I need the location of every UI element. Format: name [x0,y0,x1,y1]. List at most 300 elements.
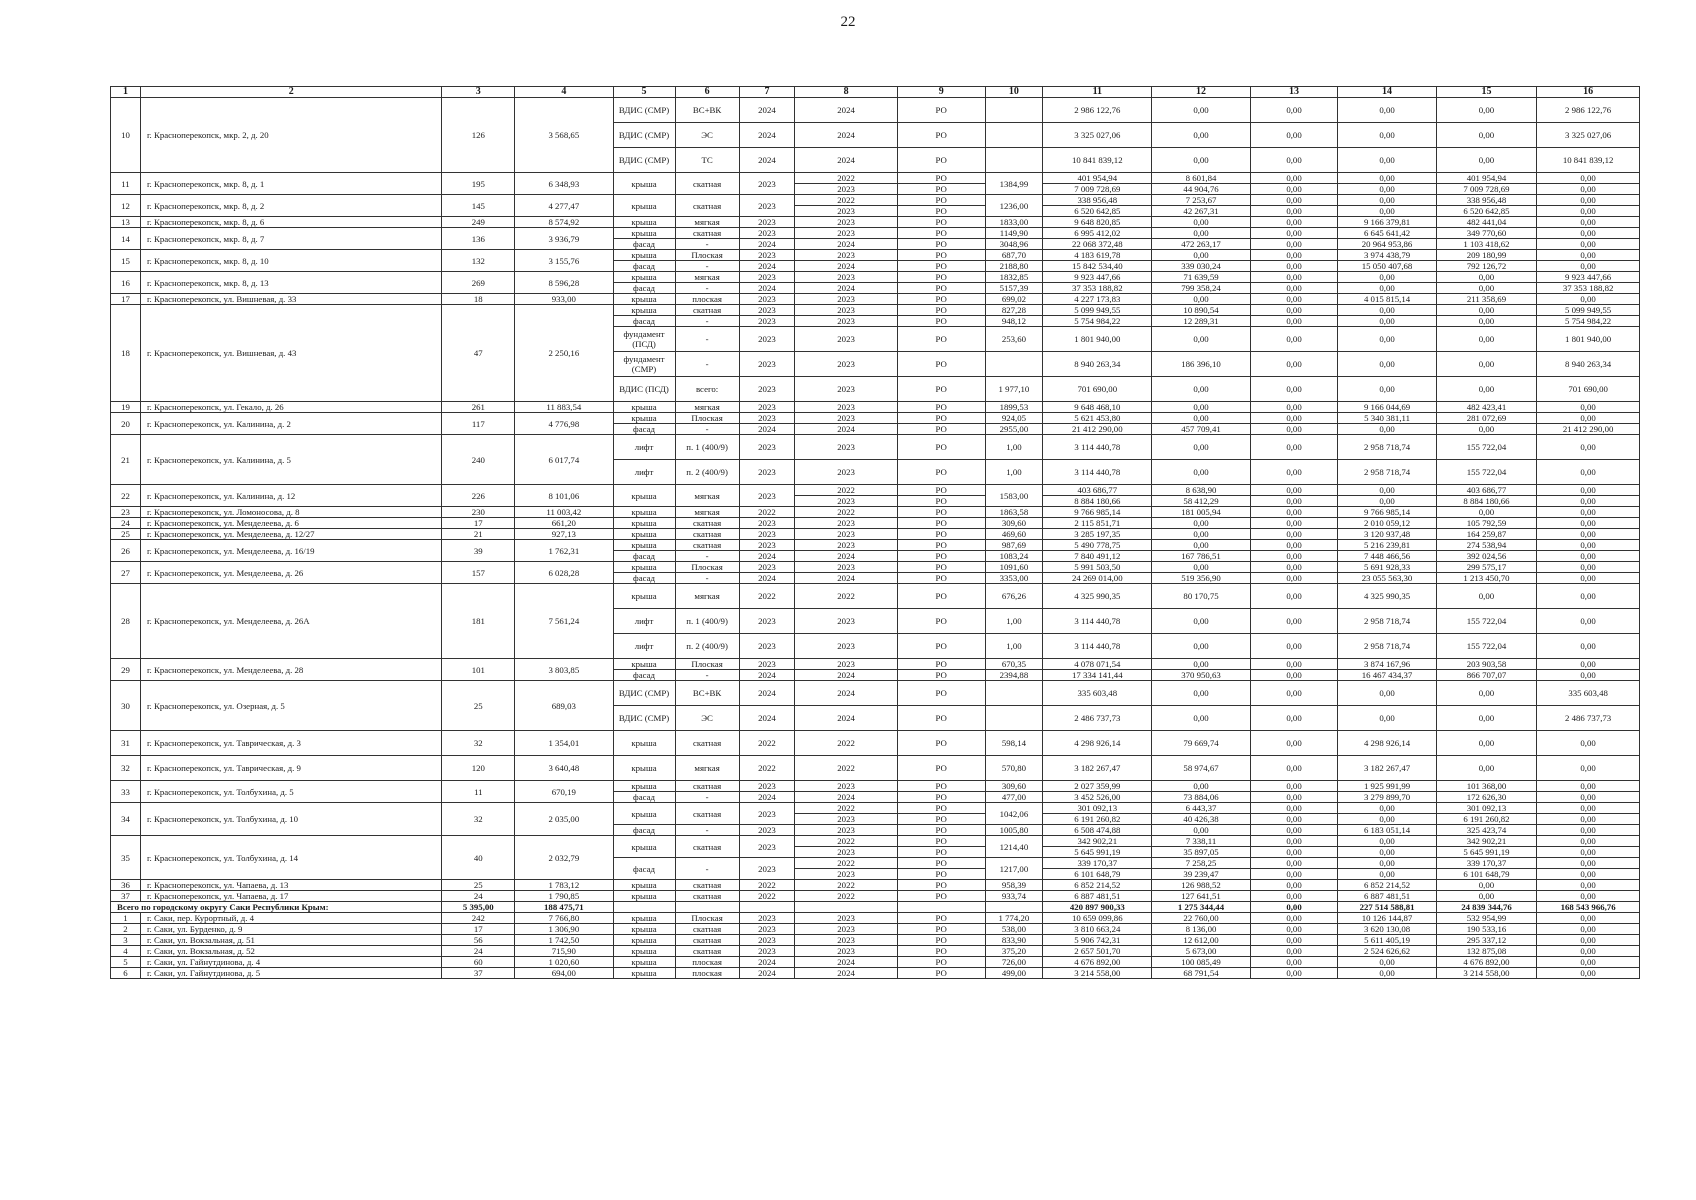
year-cell: 2022 [795,731,898,756]
table-cell: 5 673,00 [1152,946,1250,957]
row-number-cell: 20 [111,413,141,435]
work-type-cell: крыша [613,250,675,261]
row-number-cell: 27 [111,562,141,584]
amount-cell: 0,00 [1338,814,1436,825]
year-cell: 2024 [739,792,795,803]
amount-cell: 5 621 453,80 [1043,413,1152,424]
volume-cell: 1005,80 [985,825,1043,836]
amount-cell: 8 884 180,66 [1436,496,1537,507]
amount-cell: 0,00 [1152,123,1250,148]
table-cell: 2024 [795,957,898,968]
year-cell: 2024 [739,681,795,706]
year-cell: 2023 [739,272,795,283]
work-type-cell: лифт [613,435,675,460]
column-header-16: 16 [1537,87,1640,98]
method-cell: РО [897,261,985,272]
area-cell: 2 250,16 [515,305,613,402]
work-type-cell: ВДИС (СМР) [613,681,675,706]
amount-cell: 186 396,10 [1152,352,1250,377]
amount-cell: 7 009 728,69 [1436,184,1537,195]
row-number-cell: 19 [111,402,141,413]
residents-cell: 230 [442,507,515,518]
amount-cell: 0,00 [1250,551,1338,562]
amount-cell: 0,00 [1338,98,1436,123]
amount-cell: 342 902,21 [1043,836,1152,847]
amount-cell: 0,00 [1250,529,1338,540]
table-row [111,540,1640,551]
amount-cell: 457 709,41 [1152,424,1250,435]
amount-cell: 5 754 984,22 [1043,316,1152,327]
amount-cell: 3 114 440,78 [1043,435,1152,460]
volume-cell: 1,00 [985,634,1043,659]
amount-cell: 3 974 438,79 [1338,250,1436,261]
amount-cell: 0,00 [1338,283,1436,294]
work-type-cell: фасад [613,792,675,803]
table-cell: 0,00 [1338,957,1436,968]
table-cell: 17 [442,924,515,935]
year-cell: 2022 [739,507,795,518]
amount-cell: 0,00 [1436,731,1537,756]
amount-cell: 9 923 447,66 [1043,272,1152,283]
table-row [111,217,1640,228]
amount-cell: 7 253,67 [1152,195,1250,206]
amount-cell: 0,00 [1537,731,1640,756]
amount-cell: 0,00 [1537,825,1640,836]
row-number-cell: 1 [111,913,141,924]
amount-cell: 8 638,90 [1152,485,1250,496]
method-cell: РО [897,731,985,756]
work-subtype-cell: - [675,283,739,294]
amount-cell: 0,00 [1537,891,1640,902]
amount-cell: 3 114 440,78 [1043,634,1152,659]
year-cell: 2024 [739,123,795,148]
table-cell: крыша [613,935,675,946]
year-cell: 2024 [739,670,795,681]
amount-cell: 0,00 [1338,305,1436,316]
volume-cell: 1832,85 [985,272,1043,283]
method-cell: РО [897,573,985,584]
row-number-cell: 23 [111,507,141,518]
row-number-cell: 2 [111,924,141,935]
address-cell: г. Красноперекопск, ул. Менделеева, д. 6 [140,518,442,529]
volume-cell [985,98,1043,123]
residents-cell: 157 [442,562,515,584]
work-type-cell: лифт [613,609,675,634]
method-cell: РО [897,217,985,228]
amount-cell: 0,00 [1338,352,1436,377]
amount-cell: 71 639,59 [1152,272,1250,283]
amount-cell: 73 884,06 [1152,792,1250,803]
amount-cell: 5 216 239,81 [1338,540,1436,551]
year-cell: 2022 [795,507,898,518]
row-number-cell: 3 [111,935,141,946]
work-subtype-cell: п. 2 (400/9) [675,460,739,485]
method-cell: РО [897,402,985,413]
amount-cell: 79 669,74 [1152,731,1250,756]
year-cell: 2023 [795,217,898,228]
amount-cell: 0,00 [1537,496,1640,507]
table-cell: 12 612,00 [1152,935,1250,946]
work-subtype-cell: - [675,573,739,584]
table-cell: 295 337,12 [1436,935,1537,946]
total-amount-cell: 420 897 900,33 [1043,902,1152,913]
table-cell: 24 [442,946,515,957]
amount-cell: 792 126,72 [1436,261,1537,272]
amount-cell: 0,00 [1436,327,1537,352]
amount-cell: 0,00 [1537,540,1640,551]
table-cell: 0,00 [1250,968,1338,979]
work-subtype-cell: - [675,424,739,435]
amount-cell: 0,00 [1338,836,1436,847]
volume-cell: 570,80 [985,756,1043,781]
amount-cell: 1 801 940,00 [1537,327,1640,352]
amount-cell: 9 648 820,85 [1043,217,1152,228]
amount-cell: 0,00 [1250,460,1338,485]
method-cell: РО [897,681,985,706]
table-cell: 100 085,49 [1152,957,1250,968]
table-cell: 0,00 [1338,968,1436,979]
empty-cell [897,902,985,913]
column-header-12: 12 [1152,87,1250,98]
amount-cell: 0,00 [1537,402,1640,413]
table-row [111,935,1640,946]
amount-cell: 0,00 [1537,847,1640,858]
amount-cell: 0,00 [1537,573,1640,584]
area-cell: 11 003,42 [515,507,613,518]
year-cell: 2022 [795,584,898,609]
amount-cell: 0,00 [1338,148,1436,173]
work-type-cell: крыша [613,756,675,781]
amount-cell: 0,00 [1152,781,1250,792]
address-cell: г. Красноперекопск, ул. Толбухина, д. 14 [140,836,442,880]
row-number-cell: 11 [111,173,141,195]
year-cell: 2023 [795,402,898,413]
table-cell: 2 524 626,62 [1338,946,1436,957]
method-cell: РО [897,184,985,195]
year-cell: 2024 [739,551,795,562]
residents-cell: 120 [442,756,515,781]
volume-cell: 5157,39 [985,283,1043,294]
table-row [111,781,1640,792]
work-subtype-cell: - [675,670,739,681]
volume-cell [985,706,1043,731]
table-cell: 0,00 [1250,946,1338,957]
row-number-cell: 28 [111,584,141,659]
amount-cell: 0,00 [1250,98,1338,123]
amount-cell: 0,00 [1537,584,1640,609]
amount-cell: 7 009 728,69 [1043,184,1152,195]
work-type-cell: крыша [613,540,675,551]
column-header-3: 3 [442,87,515,98]
work-subtype-cell: - [675,551,739,562]
method-cell: РО [897,609,985,634]
amount-cell: 0,00 [1436,424,1537,435]
amount-cell: 349 770,60 [1436,228,1537,239]
method-cell: РО [897,148,985,173]
year-cell: 2022 [795,485,898,496]
amount-cell: 401 954,94 [1436,173,1537,184]
volume-cell: 924,05 [985,413,1043,424]
year-cell: 2023 [739,435,795,460]
work-type-cell: крыша [613,803,675,825]
amount-cell: 4 298 926,14 [1043,731,1152,756]
amount-cell: 2 010 059,12 [1338,518,1436,529]
table-row [111,946,1640,957]
amount-cell: 21 412 290,00 [1537,424,1640,435]
year-cell: 2024 [795,681,898,706]
amount-cell: 0,00 [1537,413,1640,424]
amount-cell: 1 925 991,99 [1338,781,1436,792]
method-cell: РО [897,756,985,781]
work-type-cell: ВДИС (СМР) [613,123,675,148]
amount-cell: 0,00 [1537,781,1640,792]
area-cell: 3 155,76 [515,250,613,272]
amount-cell: 0,00 [1436,98,1537,123]
table-cell: 726,00 [985,957,1043,968]
volume-cell: 1042,06 [985,803,1043,825]
amount-cell: 0,00 [1338,377,1436,402]
work-subtype-cell: скатная [675,880,739,891]
amount-cell: 2 958 718,74 [1338,460,1436,485]
year-cell: 2023 [795,460,898,485]
row-number-cell: 35 [111,836,141,880]
amount-cell: 7 448 466,56 [1338,551,1436,562]
method-cell: РО [897,424,985,435]
amount-cell: 10 890,54 [1152,305,1250,316]
area-cell: 6 017,74 [515,435,613,485]
table-cell: 0,00 [1537,957,1640,968]
work-type-cell: крыша [613,659,675,670]
table-cell: 2023 [795,913,898,924]
address-cell: г. Красноперекопск, ул. Вишневая, д. 43 [140,305,442,402]
amount-cell: 0,00 [1152,706,1250,731]
amount-cell: 23 055 563,30 [1338,573,1436,584]
table-row [111,584,1640,609]
table-cell: крыша [613,924,675,935]
table-cell: 0,00 [1250,924,1338,935]
address-cell: г. Саки, ул. Вокзальная, д. 52 [140,946,442,957]
year-cell: 2022 [739,891,795,902]
amount-cell: 8 601,84 [1152,173,1250,184]
table-cell: 1 742,50 [515,935,613,946]
address-cell: г. Красноперекопск, ул. Калинина, д. 5 [140,435,442,485]
year-cell: 2024 [795,148,898,173]
method-cell: РО [897,634,985,659]
work-subtype-cell: - [675,261,739,272]
volume-cell [985,352,1043,377]
address-cell: г. Красноперекопск, ул. Вишневая, д. 33 [140,294,442,305]
table-cell: крыша [613,968,675,979]
amount-cell: 0,00 [1250,825,1338,836]
amount-cell: 0,00 [1250,485,1338,496]
volume-cell: 309,60 [985,518,1043,529]
volume-cell: 670,35 [985,659,1043,670]
table-cell: 3 214 558,00 [1436,968,1537,979]
amount-cell: 0,00 [1436,880,1537,891]
volume-cell: 687,70 [985,250,1043,261]
amount-cell: 8 940 263,34 [1043,352,1152,377]
work-subtype-cell: - [675,352,739,377]
method-cell: РО [897,706,985,731]
amount-cell: 0,00 [1152,681,1250,706]
amount-cell: 392 024,56 [1436,551,1537,562]
amount-cell: 80 170,75 [1152,584,1250,609]
amount-cell: 335 603,48 [1043,681,1152,706]
table-cell: 10 659 099,86 [1043,913,1152,924]
table-row [111,402,1640,413]
amount-cell: 0,00 [1537,435,1640,460]
amount-cell: 2 958 718,74 [1338,609,1436,634]
work-type-cell: крыша [613,518,675,529]
volume-cell: 1,00 [985,460,1043,485]
volume-cell: 469,60 [985,529,1043,540]
column-header-11: 11 [1043,87,1152,98]
work-type-cell: фасад [613,858,675,880]
amount-cell: 0,00 [1537,261,1640,272]
year-cell: 2022 [795,891,898,902]
year-cell: 2024 [739,706,795,731]
amount-cell: 0,00 [1152,217,1250,228]
table-row [111,435,1640,460]
area-cell: 927,13 [515,529,613,540]
method-cell: РО [897,551,985,562]
volume-cell: 1899,53 [985,402,1043,413]
total-area-cell: 188 475,71 [515,902,613,913]
work-subtype-cell: скатная [675,731,739,756]
table-cell: 56 [442,935,515,946]
amount-cell: 1 801 940,00 [1043,327,1152,352]
area-cell: 2 032,79 [515,836,613,880]
table-row [111,924,1640,935]
total-amount-cell: 168 543 966,76 [1537,902,1640,913]
method-cell: РО [897,847,985,858]
row-number-cell: 34 [111,803,141,836]
column-header-7: 7 [739,87,795,98]
amount-cell: 0,00 [1152,634,1250,659]
residents-cell: 17 [442,518,515,529]
amount-cell: 0,00 [1338,706,1436,731]
row-number-cell: 14 [111,228,141,250]
work-type-cell: фасад [613,239,675,250]
amount-cell: 0,00 [1250,781,1338,792]
amount-cell: 58 412,29 [1152,496,1250,507]
amount-cell: 0,00 [1338,173,1436,184]
amount-cell: 0,00 [1152,659,1250,670]
volume-cell: 676,26 [985,584,1043,609]
work-type-cell: крыша [613,836,675,858]
table-row [111,413,1640,424]
work-subtype-cell: мягкая [675,756,739,781]
work-subtype-cell: мягкая [675,584,739,609]
residents-cell: 40 [442,836,515,880]
method-cell: РО [897,825,985,836]
year-cell: 2022 [795,858,898,869]
table-cell: 5 611 405,19 [1338,935,1436,946]
row-number-cell: 5 [111,957,141,968]
volume-cell: 958,39 [985,880,1043,891]
volume-cell: 1091,60 [985,562,1043,573]
amount-cell: 5 490 778,75 [1043,540,1152,551]
column-header-9: 9 [897,87,985,98]
table-cell: 190 533,16 [1436,924,1537,935]
method-cell: РО [897,507,985,518]
table-cell: 2023 [739,924,795,935]
year-cell: 2024 [795,670,898,681]
amount-cell: 338 956,48 [1436,195,1537,206]
amount-cell: 3 182 267,47 [1043,756,1152,781]
amount-cell: 6 508 474,88 [1043,825,1152,836]
amount-cell: 0,00 [1436,584,1537,609]
work-type-cell: крыша [613,413,675,424]
method-cell: РО [897,529,985,540]
amount-cell: 0,00 [1250,609,1338,634]
method-cell: РО [897,562,985,573]
column-header-2: 2 [140,87,442,98]
table-cell: 0,00 [1537,946,1640,957]
address-cell: г. Красноперекопск, ул. Ломоносова, д. 8 [140,507,442,518]
work-subtype-cell: плоская [675,294,739,305]
work-type-cell: фасад [613,283,675,294]
amount-cell: 0,00 [1152,228,1250,239]
amount-cell: 2 986 122,76 [1537,98,1640,123]
amount-cell: 472 263,17 [1152,239,1250,250]
amount-cell: 301 092,13 [1043,803,1152,814]
method-cell: РО [897,814,985,825]
amount-cell: 17 334 141,44 [1043,670,1152,681]
row-number-cell: 16 [111,272,141,294]
area-cell: 8 574,92 [515,217,613,228]
area-cell: 6 028,28 [515,562,613,584]
amount-cell: 0,00 [1338,847,1436,858]
method-cell: РО [897,460,985,485]
address-cell: г. Красноперекопск, мкр. 8, д. 7 [140,228,442,250]
table-cell: 2023 [795,946,898,957]
amount-cell: 0,00 [1537,814,1640,825]
volume-cell: 1,00 [985,435,1043,460]
method-cell: РО [897,496,985,507]
amount-cell: 482 423,41 [1436,402,1537,413]
amount-cell: 155 722,04 [1436,609,1537,634]
volume-cell: 699,02 [985,294,1043,305]
amount-cell: 42 267,31 [1152,206,1250,217]
amount-cell: 0,00 [1537,184,1640,195]
table-cell: 0,00 [1250,935,1338,946]
amount-cell: 0,00 [1250,681,1338,706]
table-cell: 2024 [795,968,898,979]
volume-cell: 1083,24 [985,551,1043,562]
residents-cell: 32 [442,731,515,756]
amount-cell: 0,00 [1537,836,1640,847]
residents-cell: 226 [442,485,515,507]
amount-cell: 0,00 [1250,283,1338,294]
table-cell: 0,00 [1537,924,1640,935]
year-cell: 2023 [795,781,898,792]
amount-cell: 2 027 359,99 [1043,781,1152,792]
work-subtype-cell: скатная [675,540,739,551]
method-cell: РО [897,670,985,681]
table-row [111,913,1640,924]
amount-cell: 4 183 619,78 [1043,250,1152,261]
area-cell: 1 762,31 [515,540,613,562]
address-cell: г. Красноперекопск, мкр. 8, д. 10 [140,250,442,272]
method-cell: РО [897,228,985,239]
total-row [111,902,1640,913]
amount-cell: 0,00 [1250,173,1338,184]
method-cell: РО [897,305,985,316]
amount-cell: 5 099 949,55 [1537,305,1640,316]
amount-cell: 0,00 [1250,261,1338,272]
work-type-cell: фасад [613,424,675,435]
